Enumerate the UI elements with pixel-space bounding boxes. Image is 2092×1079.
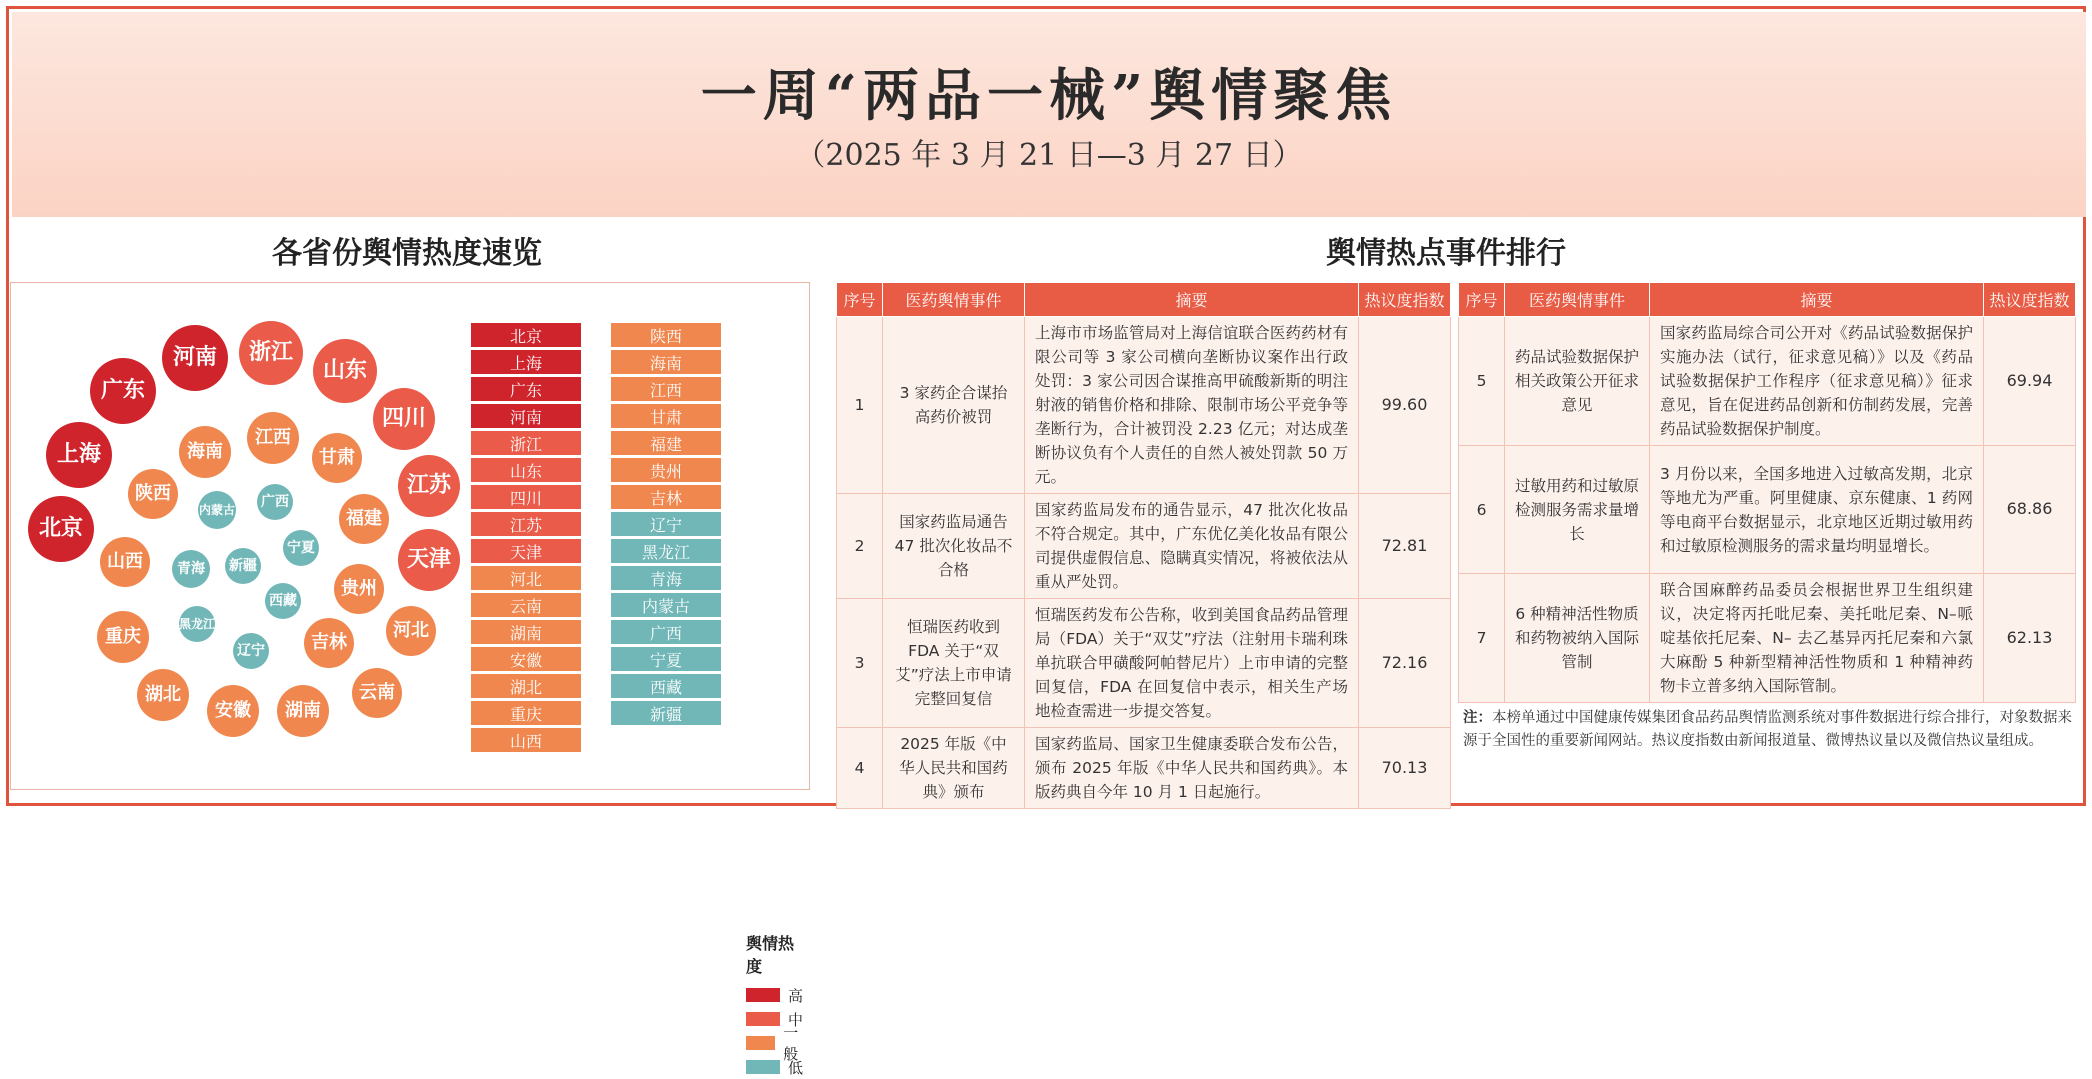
province-legend-item: 安徽 bbox=[471, 647, 581, 671]
heat-level-label: 高 bbox=[788, 986, 804, 1005]
ranking-table-left bbox=[836, 282, 1451, 809]
province-bubble: 天津 bbox=[398, 529, 460, 591]
table-row bbox=[837, 317, 1451, 494]
date-range: （2025 年 3 月 21 日—3 月 27 日） bbox=[795, 138, 1303, 173]
heat-index: 69.94 bbox=[1984, 317, 2076, 446]
province-legend-item: 湖南 bbox=[471, 620, 581, 644]
col-header-no: 序号 bbox=[837, 283, 883, 317]
province-bubble: 黑龙江 bbox=[179, 606, 215, 642]
table-row bbox=[837, 599, 1451, 728]
footnote-label: 注： bbox=[1463, 709, 1492, 726]
province-legend-item: 广东 bbox=[471, 377, 581, 401]
col-header-summary: 摘要 bbox=[1025, 283, 1359, 317]
heat-level-swatch bbox=[746, 1012, 780, 1026]
province-bubble: 西藏 bbox=[265, 583, 301, 619]
province-legend-item: 上海 bbox=[471, 350, 581, 374]
province-bubble: 吉林 bbox=[304, 618, 354, 668]
province-bubble: 湖北 bbox=[137, 669, 189, 721]
footnote-text: 本榜单通过中国健康传媒集团食品药品舆情监测系统对事件数据进行综合排行，对象数据来源于全国性的重要新闻网站。热议度指数由新闻报道量、微博热议量以及微信热议量组成。 bbox=[1463, 710, 2072, 750]
province-bubble: 云南 bbox=[352, 668, 402, 718]
col-header-no: 序号 bbox=[1459, 283, 1505, 317]
table-row bbox=[837, 494, 1451, 599]
province-legend-item: 宁夏 bbox=[611, 647, 721, 671]
event-name: 药品试验数据保护相关政策公开征求意见 bbox=[1505, 317, 1650, 446]
heat-legend-title: 舆情热度 bbox=[746, 934, 795, 976]
province-bubble: 新疆 bbox=[225, 548, 261, 584]
province-bubble: 甘肃 bbox=[312, 433, 362, 483]
heat-index: 70.13 bbox=[1359, 728, 1451, 809]
heat-index: 72.81 bbox=[1359, 494, 1451, 599]
province-legend-item: 吉林 bbox=[611, 485, 721, 509]
heat-index: 62.13 bbox=[1984, 574, 2076, 703]
rank-number: 2 bbox=[837, 494, 883, 599]
table-header-row bbox=[1459, 283, 2076, 317]
event-name: 过敏用药和过敏原检测服务需求量增长 bbox=[1505, 446, 1650, 574]
heat-level-item bbox=[746, 983, 809, 1007]
province-bubble: 广西 bbox=[257, 484, 293, 520]
event-summary: 恒瑞医药发布公告称，收到美国食品药品管理局（FDA）关于“双艾”疗法（注射用卡瑞利珠单抗联合甲磺酸阿帕替尼片）上市申请的完整回复信，FDA 在回复信中表示，相关生产场地检查需进一步提交答复。 bbox=[1025, 599, 1359, 728]
province-bubble: 四川 bbox=[373, 388, 435, 450]
rank-number: 3 bbox=[837, 599, 883, 728]
event-summary: 国家药监局、国家卫生健康委联合发布公告，颁布 2025 年版《中华人民共和国药典》。本版药典自今年 10 月 1 日起施行。 bbox=[1025, 728, 1359, 809]
province-bubble: 山西 bbox=[100, 537, 150, 587]
province-legend-item: 四川 bbox=[471, 485, 581, 509]
province-bubble: 内蒙古 bbox=[198, 491, 236, 529]
event-summary: 上海市市场监管局对上海信谊联合医药药材有限公司等 3 家公司横向垄断协议案作出行政处罚：3 家公司因合谋推高甲硫酸新斯的明注射液的销售价格和排除、限制市场公平竞争等垄断行为，合计被罚没 2.23 亿元；对达成垄断协议负有个人责任的自然人被处罚款 50 万元。 bbox=[1025, 317, 1359, 494]
table-row bbox=[1459, 574, 2076, 703]
province-legend-item: 山东 bbox=[471, 458, 581, 482]
province-legend-item: 新疆 bbox=[611, 701, 721, 725]
page-title: 一周“两品一械”舆情聚焦 bbox=[700, 63, 1398, 129]
event-name: 6 种精神活性物质和药物被纳入国际管制 bbox=[1505, 574, 1650, 703]
heat-level-swatch bbox=[746, 988, 780, 1002]
province-legend-item: 北京 bbox=[471, 323, 581, 347]
ranking-table-right bbox=[1458, 282, 2076, 703]
heat-index: 68.86 bbox=[1984, 446, 2076, 574]
province-bubble: 重庆 bbox=[97, 611, 149, 663]
event-name: 3 家药企合谋抬高药价被罚 bbox=[883, 317, 1025, 494]
province-legend-item: 江苏 bbox=[471, 512, 581, 536]
province-legend-item: 云南 bbox=[471, 593, 581, 617]
event-name: 2025 年版《中华人民共和国药典》颁布 bbox=[883, 728, 1025, 809]
province-legend-item: 福建 bbox=[611, 431, 721, 455]
province-legend-item: 江西 bbox=[611, 377, 721, 401]
province-bubble: 江苏 bbox=[398, 455, 460, 517]
col-header-index: 热议度指数 bbox=[1359, 283, 1451, 317]
heat-level-swatch bbox=[746, 1060, 780, 1074]
table-row bbox=[1459, 446, 2076, 574]
rank-number: 6 bbox=[1459, 446, 1505, 574]
header-banner bbox=[12, 12, 2086, 217]
footnote bbox=[1463, 706, 2075, 753]
province-bubble: 浙江 bbox=[239, 321, 303, 385]
province-bubble: 江西 bbox=[247, 412, 299, 464]
table-row bbox=[837, 728, 1451, 809]
heat-level-legend bbox=[746, 931, 809, 1079]
heat-level-label: 一般 bbox=[783, 1024, 799, 1063]
province-bubble: 福建 bbox=[339, 494, 389, 544]
province-bubble: 海南 bbox=[179, 426, 231, 478]
province-legend-item: 青海 bbox=[611, 566, 721, 590]
rank-number: 4 bbox=[837, 728, 883, 809]
table-row bbox=[1459, 317, 2076, 446]
event-name: 国家药监局通告 47 批次化妆品不合格 bbox=[883, 494, 1025, 599]
heat-index: 72.16 bbox=[1359, 599, 1451, 728]
heat-index: 99.60 bbox=[1359, 317, 1451, 494]
province-legend-item: 贵州 bbox=[611, 458, 721, 482]
event-summary: 3 月份以来，全国多地进入过敏高发期，北京等地尤为严重。阿里健康、京东健康、1 药网等电商平台数据显示，北京地区近期过敏用药和过敏原检测服务的需求量均明显增长。 bbox=[1650, 446, 1984, 574]
province-legend-item: 河南 bbox=[471, 404, 581, 428]
rank-number: 7 bbox=[1459, 574, 1505, 703]
col-header-summary: 摘要 bbox=[1650, 283, 1984, 317]
map-section-title: 各省份舆情热度速览 bbox=[272, 236, 542, 271]
province-bubble: 广东 bbox=[90, 358, 156, 424]
province-bubble: 辽宁 bbox=[233, 633, 269, 669]
province-legend-item: 西藏 bbox=[611, 674, 721, 698]
event-name: 恒瑞医药收到 FDA 关于“双艾”疗法上市申请完整回复信 bbox=[883, 599, 1025, 728]
province-legend-item: 黑龙江 bbox=[611, 539, 721, 563]
province-legend-item: 内蒙古 bbox=[611, 593, 721, 617]
heat-level-item bbox=[746, 1024, 809, 1063]
province-bubble: 安徽 bbox=[207, 685, 259, 737]
province-legend-item: 辽宁 bbox=[611, 512, 721, 536]
province-legend-item: 浙江 bbox=[471, 431, 581, 455]
province-bubble: 北京 bbox=[28, 496, 94, 562]
heat-level-item bbox=[746, 1055, 809, 1079]
province-legend-item: 天津 bbox=[471, 539, 581, 563]
rank-number: 5 bbox=[1459, 317, 1505, 446]
table-header-row bbox=[837, 283, 1451, 317]
event-summary: 国家药监局综合司公开对《药品试验数据保护实施办法（试行，征求意见稿）》以及《药品试验数据保护工作程序（征求意见稿）》征求意见，旨在促进药品创新和仿制药发展，完善药品试验数据保护制度。 bbox=[1650, 317, 1984, 446]
province-legend-item: 重庆 bbox=[471, 701, 581, 725]
province-bubble: 青海 bbox=[172, 550, 210, 588]
province-bubble: 湖南 bbox=[277, 685, 329, 737]
heat-level-swatch bbox=[746, 1036, 775, 1050]
province-bubble: 贵州 bbox=[334, 564, 384, 614]
province-bubble: 上海 bbox=[46, 422, 112, 488]
province-bubble: 宁夏 bbox=[283, 530, 319, 566]
province-bubble: 陕西 bbox=[128, 469, 178, 519]
province-legend-item: 陕西 bbox=[611, 323, 721, 347]
province-legend-item: 海南 bbox=[611, 350, 721, 374]
province-bubble: 山东 bbox=[313, 339, 377, 403]
col-header-event: 医药舆情事件 bbox=[1505, 283, 1650, 317]
province-bubble: 河南 bbox=[162, 325, 228, 391]
rank-number: 1 bbox=[837, 317, 883, 494]
province-legend-item: 山西 bbox=[471, 728, 581, 752]
event-summary: 联合国麻醉药品委员会根据世界卫生组织建议，决定将丙托吡尼秦、美托吡尼秦、N–哌啶基依托尼秦、N– 去乙基异丙托尼秦和六氯大麻酚 5 种新型精神活性物质和 1 种精神药物卡立普多纳入国际管制。 bbox=[1650, 574, 1984, 703]
heat-level-label: 低 bbox=[788, 1058, 804, 1077]
col-header-event: 医药舆情事件 bbox=[883, 283, 1025, 317]
province-heat-panel bbox=[10, 282, 810, 1077]
col-header-index: 热议度指数 bbox=[1984, 283, 2076, 317]
event-summary: 国家药监局发布的通告显示，47 批次化妆品不符合规定。其中，广东优亿美化妆品有限公司提供虚假信息、隐瞒真实情况，将被依法从重从严处罚。 bbox=[1025, 494, 1359, 599]
province-legend-item: 湖北 bbox=[471, 674, 581, 698]
province-bubble: 河北 bbox=[386, 606, 436, 656]
ranking-section-title: 舆情热点事件排行 bbox=[1326, 236, 1566, 271]
province-legend-item: 甘肃 bbox=[611, 404, 721, 428]
heat-level-label: 中 bbox=[788, 1010, 804, 1029]
province-legend-item: 广西 bbox=[611, 620, 721, 644]
province-legend-item: 河北 bbox=[471, 566, 581, 590]
